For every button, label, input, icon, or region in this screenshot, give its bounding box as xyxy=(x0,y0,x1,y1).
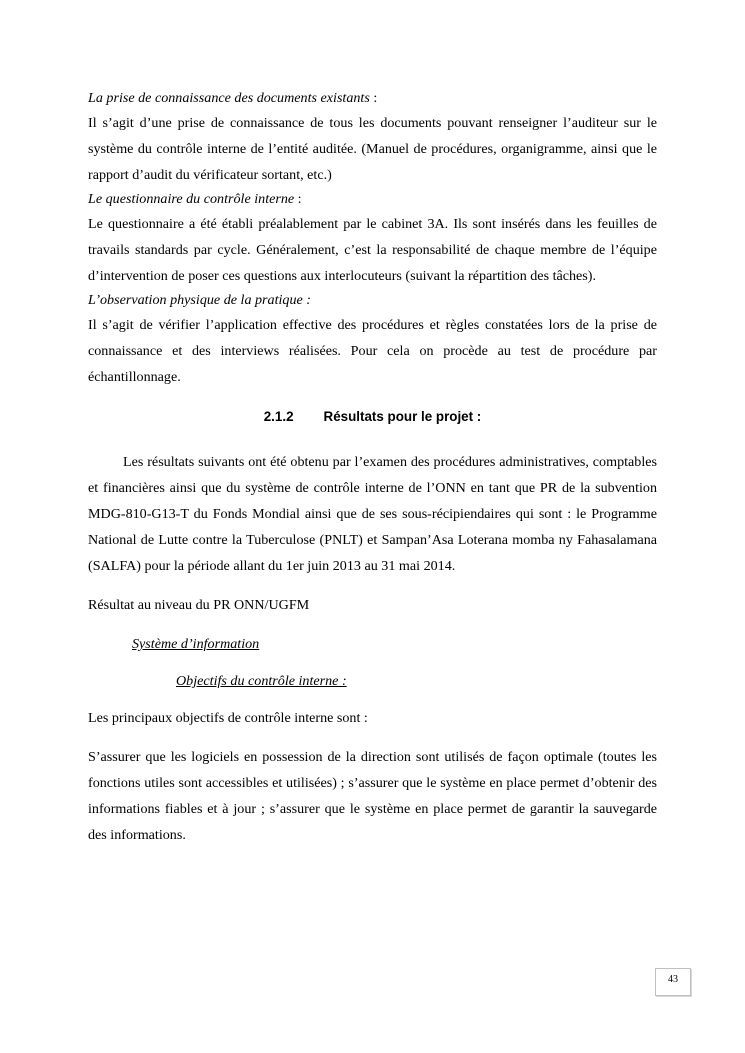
section-heading xyxy=(88,407,657,427)
section-number: 2.1.2 xyxy=(263,409,294,424)
results-level-line: Résultat au niveau du PR ONN/UGFM xyxy=(88,597,310,613)
docs-label: La prise de connaissance des documents existants xyxy=(88,90,370,106)
observation-paragraph: Il s’agit de vérifier l’application effective des procédures et règles constatées lors de la prise de connaissance et des interviews réalisées. Pour cela on procède au test de procédure par échantillonnage. xyxy=(88,317,657,385)
page-number-box xyxy=(655,968,691,996)
objectives-paragraph: S’assurer que les logiciels en possession de la direction sont utilisés de façon optimale (toutes les fonctions utiles sont accessibles et utilisées) ; s’assurer que le système en place permet d’obtenir des informations fiables et à jour ; s’assurer que le système en place permet de garantir la sauvegarde des informations. xyxy=(88,749,657,843)
objectives-intro: Les principaux objectifs de contrôle interne sont : xyxy=(88,710,368,726)
docs-colon: : xyxy=(369,90,378,106)
subsection-title: Système d’information xyxy=(132,636,260,652)
objectives-heading: Objectifs du contrôle interne : xyxy=(176,673,347,689)
questionnaire-colon: : xyxy=(294,191,302,207)
docs-label-line xyxy=(88,87,657,110)
page-number: 43 xyxy=(668,974,678,985)
page-content xyxy=(88,87,657,848)
results-intro-paragraph: Les résultats suivants ont été obtenu par l’examen des procédures administratives, comptables et financières ainsi que du système de contrôle interne de l’ONN en tant que PR de la subvention MDG-810-G13-T du Fonds Mondial ainsi que de ses sous-récipiendaires qui sont : le Programme National de Lutte contre la Tuberculose (PNLT) et Sampan’Asa Loterana momba ny Fahasalamana (SALFA) pour la période allant du 1er juin 2013 au 31 mai 2014. xyxy=(88,454,657,574)
questionnaire-label: Le questionnaire du contrôle interne xyxy=(88,191,295,207)
questionnaire-label-line xyxy=(88,188,657,211)
observation-label: L’observation physique de la pratique : xyxy=(88,292,311,308)
docs-paragraph: Il s’agit d’une prise de connaissance de tous les documents pouvant renseigner l’auditeur sur le système du contrôle interne de l’entité auditée. (Manuel de procédures, organigramme, ainsi que le rapport d’audit du vérificateur sortant, etc.) xyxy=(88,115,657,183)
section-title: Résultats pour le projet : xyxy=(323,409,482,424)
questionnaire-paragraph: Le questionnaire a été établi préalablement par le cabinet 3A. Ils sont insérés dans les feuilles de travails standards par cycle. Généralement, c’est la responsabilité de chaque membre de l’équipe d’intervention de poser ces questions aux interlocuteurs (suivant la répartition des tâches). xyxy=(88,216,657,284)
